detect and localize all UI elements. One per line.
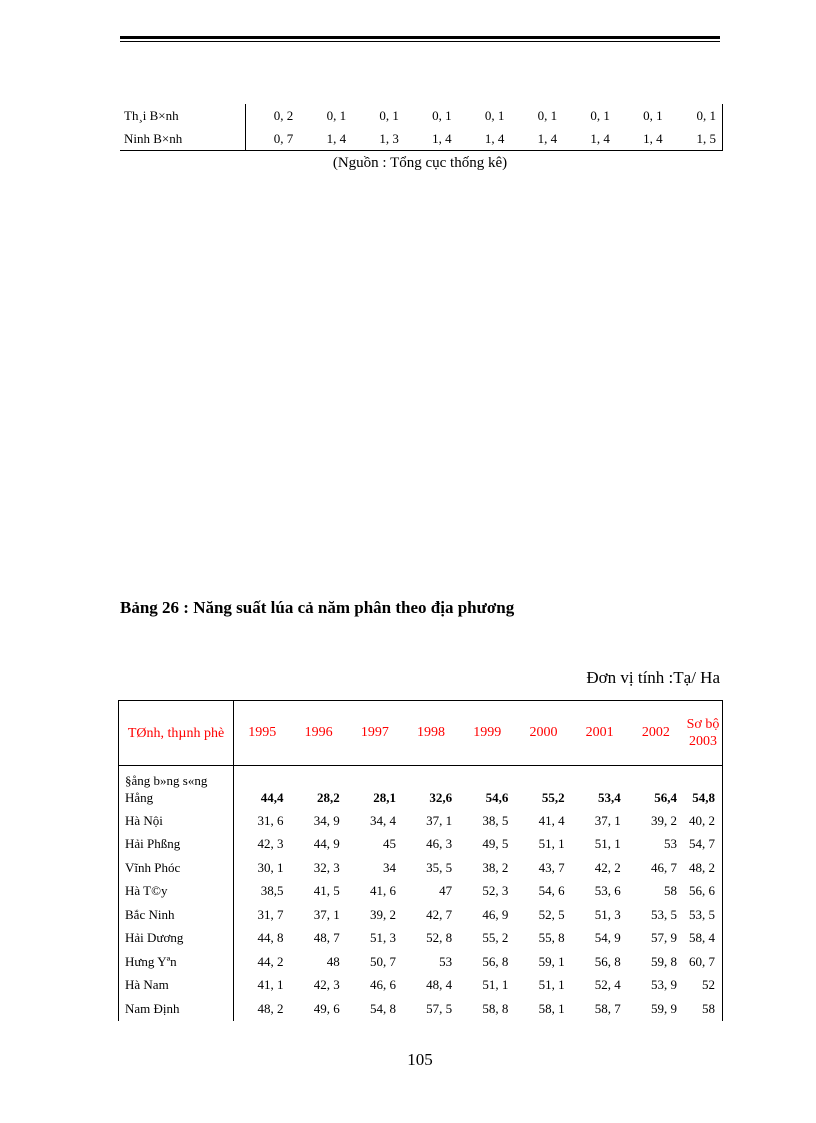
cell: 1, 4 bbox=[405, 127, 458, 151]
cell: 48, 2 bbox=[257, 1000, 284, 1016]
cell: 41, 6 bbox=[369, 883, 396, 899]
cell: 1, 4 bbox=[563, 127, 616, 151]
preliminary-year-header: Sơ bộ 2003 bbox=[684, 701, 723, 766]
table-row bbox=[119, 856, 723, 880]
cell: 58, 8 bbox=[482, 1000, 509, 1016]
cell: 38,5 bbox=[260, 883, 284, 899]
cell: 44, 9 bbox=[313, 836, 340, 852]
cell: 49, 5 bbox=[482, 836, 509, 852]
cell: 1, 3 bbox=[352, 127, 405, 151]
cell: 41, 1 bbox=[257, 977, 284, 993]
cell: 42, 3 bbox=[257, 836, 284, 852]
cell: 31, 7 bbox=[257, 906, 284, 922]
cell: 44, 2 bbox=[257, 953, 284, 969]
cell: 56,4 bbox=[654, 790, 677, 805]
cell: 58 bbox=[664, 883, 677, 899]
year-header: 2002 bbox=[628, 701, 684, 766]
cell: 45 bbox=[382, 836, 396, 852]
cell: 0, 1 bbox=[590, 107, 610, 123]
row-name: Hà T©y bbox=[119, 880, 234, 904]
cell: 57, 9 bbox=[651, 930, 677, 946]
cell: 52, 8 bbox=[426, 930, 453, 946]
cell: 0, 1 bbox=[537, 107, 558, 123]
cell: 0, 1 bbox=[432, 107, 452, 123]
cell: 1, 5 bbox=[669, 127, 723, 151]
cell: 51, 3 bbox=[594, 906, 621, 922]
cell: 39, 2 bbox=[369, 906, 396, 922]
continued-table bbox=[120, 104, 723, 151]
table-row bbox=[119, 809, 723, 833]
cell: 46, 9 bbox=[482, 906, 509, 922]
row-name: Nam Định bbox=[119, 997, 234, 1021]
cell: 35, 5 bbox=[426, 859, 453, 875]
cell: 58, 1 bbox=[538, 1000, 565, 1016]
cell: 58 bbox=[684, 997, 723, 1021]
row-name: Ninh B×nh bbox=[120, 127, 246, 151]
table-row bbox=[120, 104, 723, 127]
cell: 40, 2 bbox=[684, 809, 723, 833]
cell: 57, 5 bbox=[426, 1000, 453, 1016]
cell: 54,6 bbox=[485, 790, 509, 805]
cell: 31, 6 bbox=[257, 812, 284, 828]
cell: 48 bbox=[326, 953, 340, 969]
cell: 37, 1 bbox=[594, 812, 621, 828]
cell: 53, 9 bbox=[651, 977, 677, 993]
cell: 54, 6 bbox=[538, 883, 565, 899]
row-name: Th¸i B×nh bbox=[120, 104, 246, 127]
cell: 53, 6 bbox=[594, 883, 621, 899]
cell: 54, 9 bbox=[594, 930, 621, 946]
cell: 48, 7 bbox=[313, 930, 340, 946]
cell: 60, 7 bbox=[684, 950, 723, 974]
year-header: 2000 bbox=[515, 701, 571, 766]
cell: 32, 3 bbox=[313, 859, 340, 875]
year-header: 1997 bbox=[347, 701, 403, 766]
cell: 56, 8 bbox=[482, 953, 509, 969]
cell: 43, 7 bbox=[538, 859, 565, 875]
cell: 51, 1 bbox=[594, 836, 621, 852]
cell: 56, 8 bbox=[594, 953, 621, 969]
year-header: 1995 bbox=[234, 701, 291, 766]
cell: 53, 5 bbox=[684, 903, 723, 927]
cell: 50, 7 bbox=[369, 953, 396, 969]
cell: 34, 9 bbox=[313, 812, 340, 828]
cell: 42, 7 bbox=[426, 906, 453, 922]
cell: 0, 2 bbox=[273, 107, 294, 123]
cell: 39, 2 bbox=[651, 812, 677, 828]
source-note: (Nguồn : Tổng cục thống kê) bbox=[332, 155, 508, 171]
cell: 51, 1 bbox=[482, 977, 509, 993]
cell: 41, 5 bbox=[313, 883, 340, 899]
cell: 58, 7 bbox=[594, 1000, 621, 1016]
cell: 52, 3 bbox=[482, 883, 509, 899]
cell: 54, 8 bbox=[369, 1000, 396, 1016]
cell: 28,2 bbox=[317, 790, 340, 805]
cell: 59, 9 bbox=[651, 1000, 677, 1016]
cell: 34 bbox=[382, 859, 396, 875]
cell: 37, 1 bbox=[426, 812, 453, 828]
cell: 59, 1 bbox=[538, 953, 565, 969]
cell: 55, 8 bbox=[538, 930, 565, 946]
cell: 46, 7 bbox=[651, 859, 677, 875]
cell: 58, 4 bbox=[684, 927, 723, 951]
province-column-header: TØnh, thµnh phè bbox=[119, 701, 234, 766]
table-row bbox=[119, 766, 723, 810]
cell: 0, 1 bbox=[326, 107, 347, 123]
row-name: Hà Nội bbox=[119, 809, 234, 833]
cell: 51, 1 bbox=[538, 977, 565, 993]
row-name: Hà Nam bbox=[119, 974, 234, 998]
cell: 46, 3 bbox=[426, 836, 453, 852]
table-row bbox=[119, 880, 723, 904]
cell: 38, 2 bbox=[482, 859, 509, 875]
cell: 48, 4 bbox=[426, 977, 453, 993]
cell: 53,4 bbox=[598, 790, 621, 805]
unit-label: Đơn vị tính :Tạ/ Ha bbox=[586, 668, 720, 687]
cell: 37, 1 bbox=[313, 906, 340, 922]
year-header: 1996 bbox=[291, 701, 347, 766]
cell: 54,8 bbox=[684, 766, 723, 810]
table-row bbox=[119, 950, 723, 974]
header-rule-thick bbox=[120, 36, 720, 39]
yield-table bbox=[118, 700, 723, 1021]
cell: 0, 1 bbox=[669, 104, 723, 127]
cell: 51, 3 bbox=[369, 930, 396, 946]
cell: 0, 1 bbox=[484, 107, 505, 123]
cell: 28,1 bbox=[373, 790, 396, 805]
cell: 55, 2 bbox=[482, 930, 509, 946]
cell: 53, 5 bbox=[651, 906, 677, 922]
cell: 41, 4 bbox=[538, 812, 565, 828]
cell: 52, 4 bbox=[594, 977, 621, 993]
cell: 44, 8 bbox=[257, 930, 284, 946]
row-name: Vĩnh Phóc bbox=[119, 856, 234, 880]
cell: 56, 6 bbox=[684, 880, 723, 904]
header-row bbox=[119, 701, 723, 766]
cell: 59, 8 bbox=[651, 953, 677, 969]
cell: 44,4 bbox=[260, 790, 284, 805]
table-row bbox=[119, 903, 723, 927]
row-name: §ång b»ng s«ng Hång bbox=[119, 766, 234, 810]
table-row bbox=[119, 927, 723, 951]
table-row bbox=[119, 974, 723, 998]
cell: 1, 4 bbox=[616, 127, 669, 151]
cell: 0, 7 bbox=[246, 127, 300, 151]
cell: 53 bbox=[664, 836, 677, 852]
cell: 34, 4 bbox=[369, 812, 396, 828]
table-row bbox=[119, 997, 723, 1021]
cell: 1, 4 bbox=[510, 127, 563, 151]
cell: 52 bbox=[684, 974, 723, 998]
table-row bbox=[119, 833, 723, 857]
table-row bbox=[120, 127, 723, 151]
cell: 42, 2 bbox=[594, 859, 621, 875]
cell: 32,6 bbox=[429, 790, 453, 805]
year-header: 1999 bbox=[459, 701, 515, 766]
cell: 51, 1 bbox=[538, 836, 565, 852]
row-name: Hải Phßng bbox=[119, 833, 234, 857]
cell: 1, 4 bbox=[299, 127, 352, 151]
row-name: Bắc Ninh bbox=[119, 903, 234, 927]
cell: 48, 2 bbox=[684, 856, 723, 880]
year-header: 2001 bbox=[572, 701, 628, 766]
cell: 46, 6 bbox=[369, 977, 396, 993]
cell: 49, 6 bbox=[313, 1000, 340, 1016]
cell: 47 bbox=[439, 883, 453, 899]
row-name: Hải Dương bbox=[119, 927, 234, 951]
row-name: Hưng Yªn bbox=[119, 950, 234, 974]
cell: 1, 4 bbox=[458, 127, 511, 151]
page-number: 105 bbox=[407, 1050, 433, 1069]
header-rule-thin bbox=[120, 41, 720, 42]
cell: 0, 1 bbox=[643, 107, 663, 123]
table-title: Bảng 26 : Năng suất lúa cả năm phân theo địa phương bbox=[120, 598, 515, 617]
cell: 53 bbox=[439, 953, 453, 969]
cell: 52, 5 bbox=[538, 906, 565, 922]
year-header: 1998 bbox=[403, 701, 459, 766]
cell: 30, 1 bbox=[257, 859, 284, 875]
cell: 0, 1 bbox=[379, 107, 399, 123]
cell: 42, 3 bbox=[313, 977, 340, 993]
cell: 38, 5 bbox=[482, 812, 509, 828]
cell: 55,2 bbox=[541, 790, 565, 805]
cell: 54, 7 bbox=[684, 833, 723, 857]
